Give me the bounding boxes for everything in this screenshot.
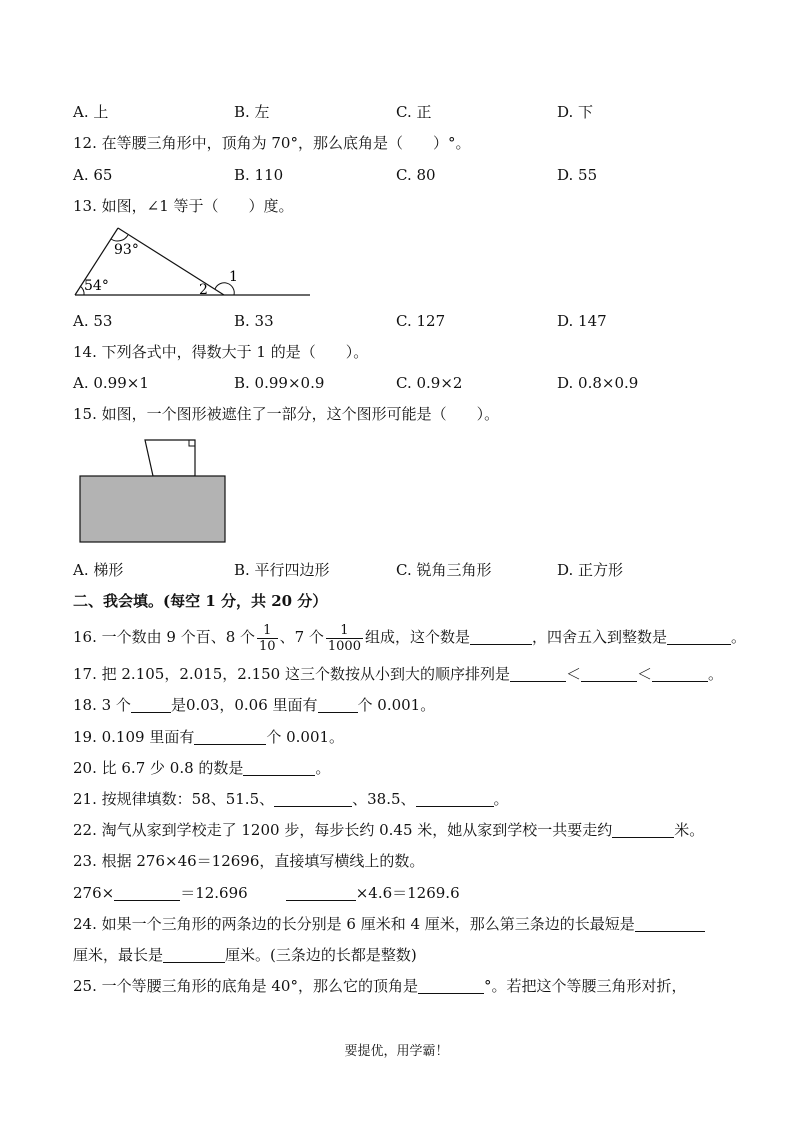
q19-line	[73, 727, 344, 747]
angle-top-label: 93°	[114, 242, 139, 258]
q15-option-c: C. 锐角三角形	[396, 561, 492, 579]
q24-line-2	[73, 945, 417, 965]
q23-eq1-right: ＝12.696	[180, 884, 248, 902]
q13-option-b: B. 33	[234, 312, 274, 330]
angle-2-label: 2	[199, 282, 208, 298]
answer-blank[interactable]	[163, 946, 225, 963]
q22-line	[73, 820, 704, 840]
q15-option-a: A. 梯形	[73, 561, 124, 579]
q19-text-2: 个 0.001。	[266, 728, 345, 746]
q23-stem: 23. 根据 276×46＝12696，直接填写横线上的数。	[73, 852, 425, 870]
q18-text-2: 是0.03，0.06 里面有	[170, 696, 318, 714]
q18-line	[73, 695, 435, 715]
q15-stem: 15. 如图，一个图形被遮住了一部分，这个图形可能是（ ）。	[73, 405, 500, 423]
q14-option-d: D. 0.8×0.9	[557, 374, 639, 392]
q12-option-a: A. 65	[73, 166, 113, 184]
q18-text-3: 个 0.001。	[357, 696, 436, 714]
q19-text-1: 19. 0.109 里面有	[73, 728, 195, 746]
q17-text: 17. 把 2.105，2.015，2.150 这三个数按从小到大的顺序排列是	[73, 665, 510, 683]
q13-option-c: C. 127	[396, 312, 446, 330]
less-than-sign: ＜	[566, 665, 582, 683]
answer-blank[interactable]	[194, 728, 266, 745]
cover-rectangle	[80, 476, 225, 542]
q24-text-1: 24. 如果一个三角形的两条边的长分别是 6 厘米和 4 厘米，那么第三条边的长最短是	[73, 915, 635, 933]
q11-option-c: C. 正	[396, 103, 432, 121]
fraction-denominator: 1000	[327, 638, 361, 654]
q12-option-b: B. 110	[234, 166, 284, 184]
q13-triangle-figure	[70, 222, 312, 302]
q22-text-2: 米。	[674, 821, 705, 839]
q12-option-d: D. 55	[557, 166, 598, 184]
q16-text-1: 16. 一个数由 9 个百、8 个	[73, 628, 256, 646]
answer-blank[interactable]	[612, 821, 674, 838]
q15-option-d: D. 正方形	[557, 561, 624, 579]
q13-option-a: A. 53	[73, 312, 113, 330]
q25-text-1: 25. 一个等腰三角形的底角是 40°，那么它的顶角是	[73, 977, 418, 995]
q17-end: 。	[708, 665, 724, 683]
q20-text-1: 20. 比 6.7 少 0.8 的数是	[73, 759, 244, 777]
answer-blank[interactable]	[635, 915, 705, 932]
q12-stem: 12. 在等腰三角形中，顶角为 70°，那么底角是（ ）°。	[73, 134, 471, 152]
q14-option-a: A. 0.99×1	[73, 374, 149, 392]
partial-shape	[145, 440, 195, 476]
q18-text-1: 18. 3 个	[73, 696, 131, 714]
q15-hidden-shape-figure	[75, 434, 230, 546]
q21-text-1: 21. 按规律填数：58、51.5、	[73, 790, 275, 808]
fraction-denominator: 10	[259, 638, 276, 654]
triangle-right-side	[118, 228, 224, 295]
less-than-sign: ＜	[637, 665, 653, 683]
answer-blank[interactable]	[416, 790, 494, 807]
angle-1-label: 1	[229, 269, 238, 285]
answer-blank[interactable]	[581, 665, 637, 682]
answer-blank[interactable]	[470, 628, 532, 645]
section-2-title: 二、我会填。(每空 1 分，共 20 分）	[73, 592, 328, 610]
q14-stem: 14. 下列各式中，得数大于 1 的是（ ）。	[73, 343, 369, 361]
q16-text-5: 。	[731, 628, 747, 646]
q11-option-b: B. 左	[234, 103, 270, 121]
q13-stem: 13. 如图，∠1 等于（ ）度。	[73, 197, 294, 215]
q16-text-3: 组成，这个数是	[364, 628, 470, 646]
q24-text-2: 厘米，最长是	[73, 946, 164, 964]
fraction-numerator: 1	[257, 623, 278, 639]
q15-option-b: B. 平行四边形	[234, 561, 330, 579]
q22-text-1: 22. 淘气从家到学校走了 1200 步，每步长约 0.45 米，她从家到学校一共要走约	[73, 821, 613, 839]
q21-text-2: 、38.5、	[352, 790, 416, 808]
q23-eq1-left: 276×	[73, 884, 115, 902]
answer-blank[interactable]	[667, 628, 731, 645]
q21-text-3: 。	[493, 790, 509, 808]
answer-blank[interactable]	[652, 665, 708, 682]
q16-text-4: ，四舍五入到整数是	[531, 628, 667, 646]
q24-line-1	[73, 914, 705, 934]
angle-left-label: 54°	[84, 278, 109, 294]
answer-blank[interactable]	[114, 884, 180, 901]
q23-eq2-right: ×4.6＝1269.6	[355, 884, 460, 902]
q20-text-2: 。	[315, 759, 331, 777]
answer-blank[interactable]	[243, 759, 315, 776]
answer-blank[interactable]	[510, 665, 566, 682]
q21-line	[73, 789, 509, 809]
q11-option-a: A. 上	[73, 103, 109, 121]
fraction-one-thousandth	[326, 623, 363, 654]
answer-blank[interactable]	[418, 977, 484, 994]
q16-line	[73, 622, 746, 654]
page-footer: 要提优，用学霸！	[344, 1044, 449, 1059]
q17-line	[73, 664, 723, 684]
q11-option-d: D. 下	[557, 103, 594, 121]
q23-equations	[73, 883, 460, 903]
q25-line	[73, 976, 687, 996]
answer-blank[interactable]	[286, 884, 356, 901]
q14-option-b: B. 0.99×0.9	[234, 374, 325, 392]
q16-text-2: 、7 个	[279, 628, 324, 646]
q14-option-c: C. 0.9×2	[396, 374, 463, 392]
answer-blank[interactable]	[318, 696, 358, 713]
q24-text-3: 厘米。(三条边的长都是整数)	[225, 946, 417, 964]
fraction-numerator: 1	[326, 623, 363, 639]
fraction-one-tenth	[257, 623, 278, 654]
answer-blank[interactable]	[274, 790, 352, 807]
q20-line	[73, 758, 330, 778]
q12-option-c: C. 80	[396, 166, 436, 184]
q25-text-2: °。若把这个等腰三角形对折，	[483, 977, 687, 995]
answer-blank[interactable]	[131, 696, 171, 713]
q13-option-d: D. 147	[557, 312, 607, 330]
